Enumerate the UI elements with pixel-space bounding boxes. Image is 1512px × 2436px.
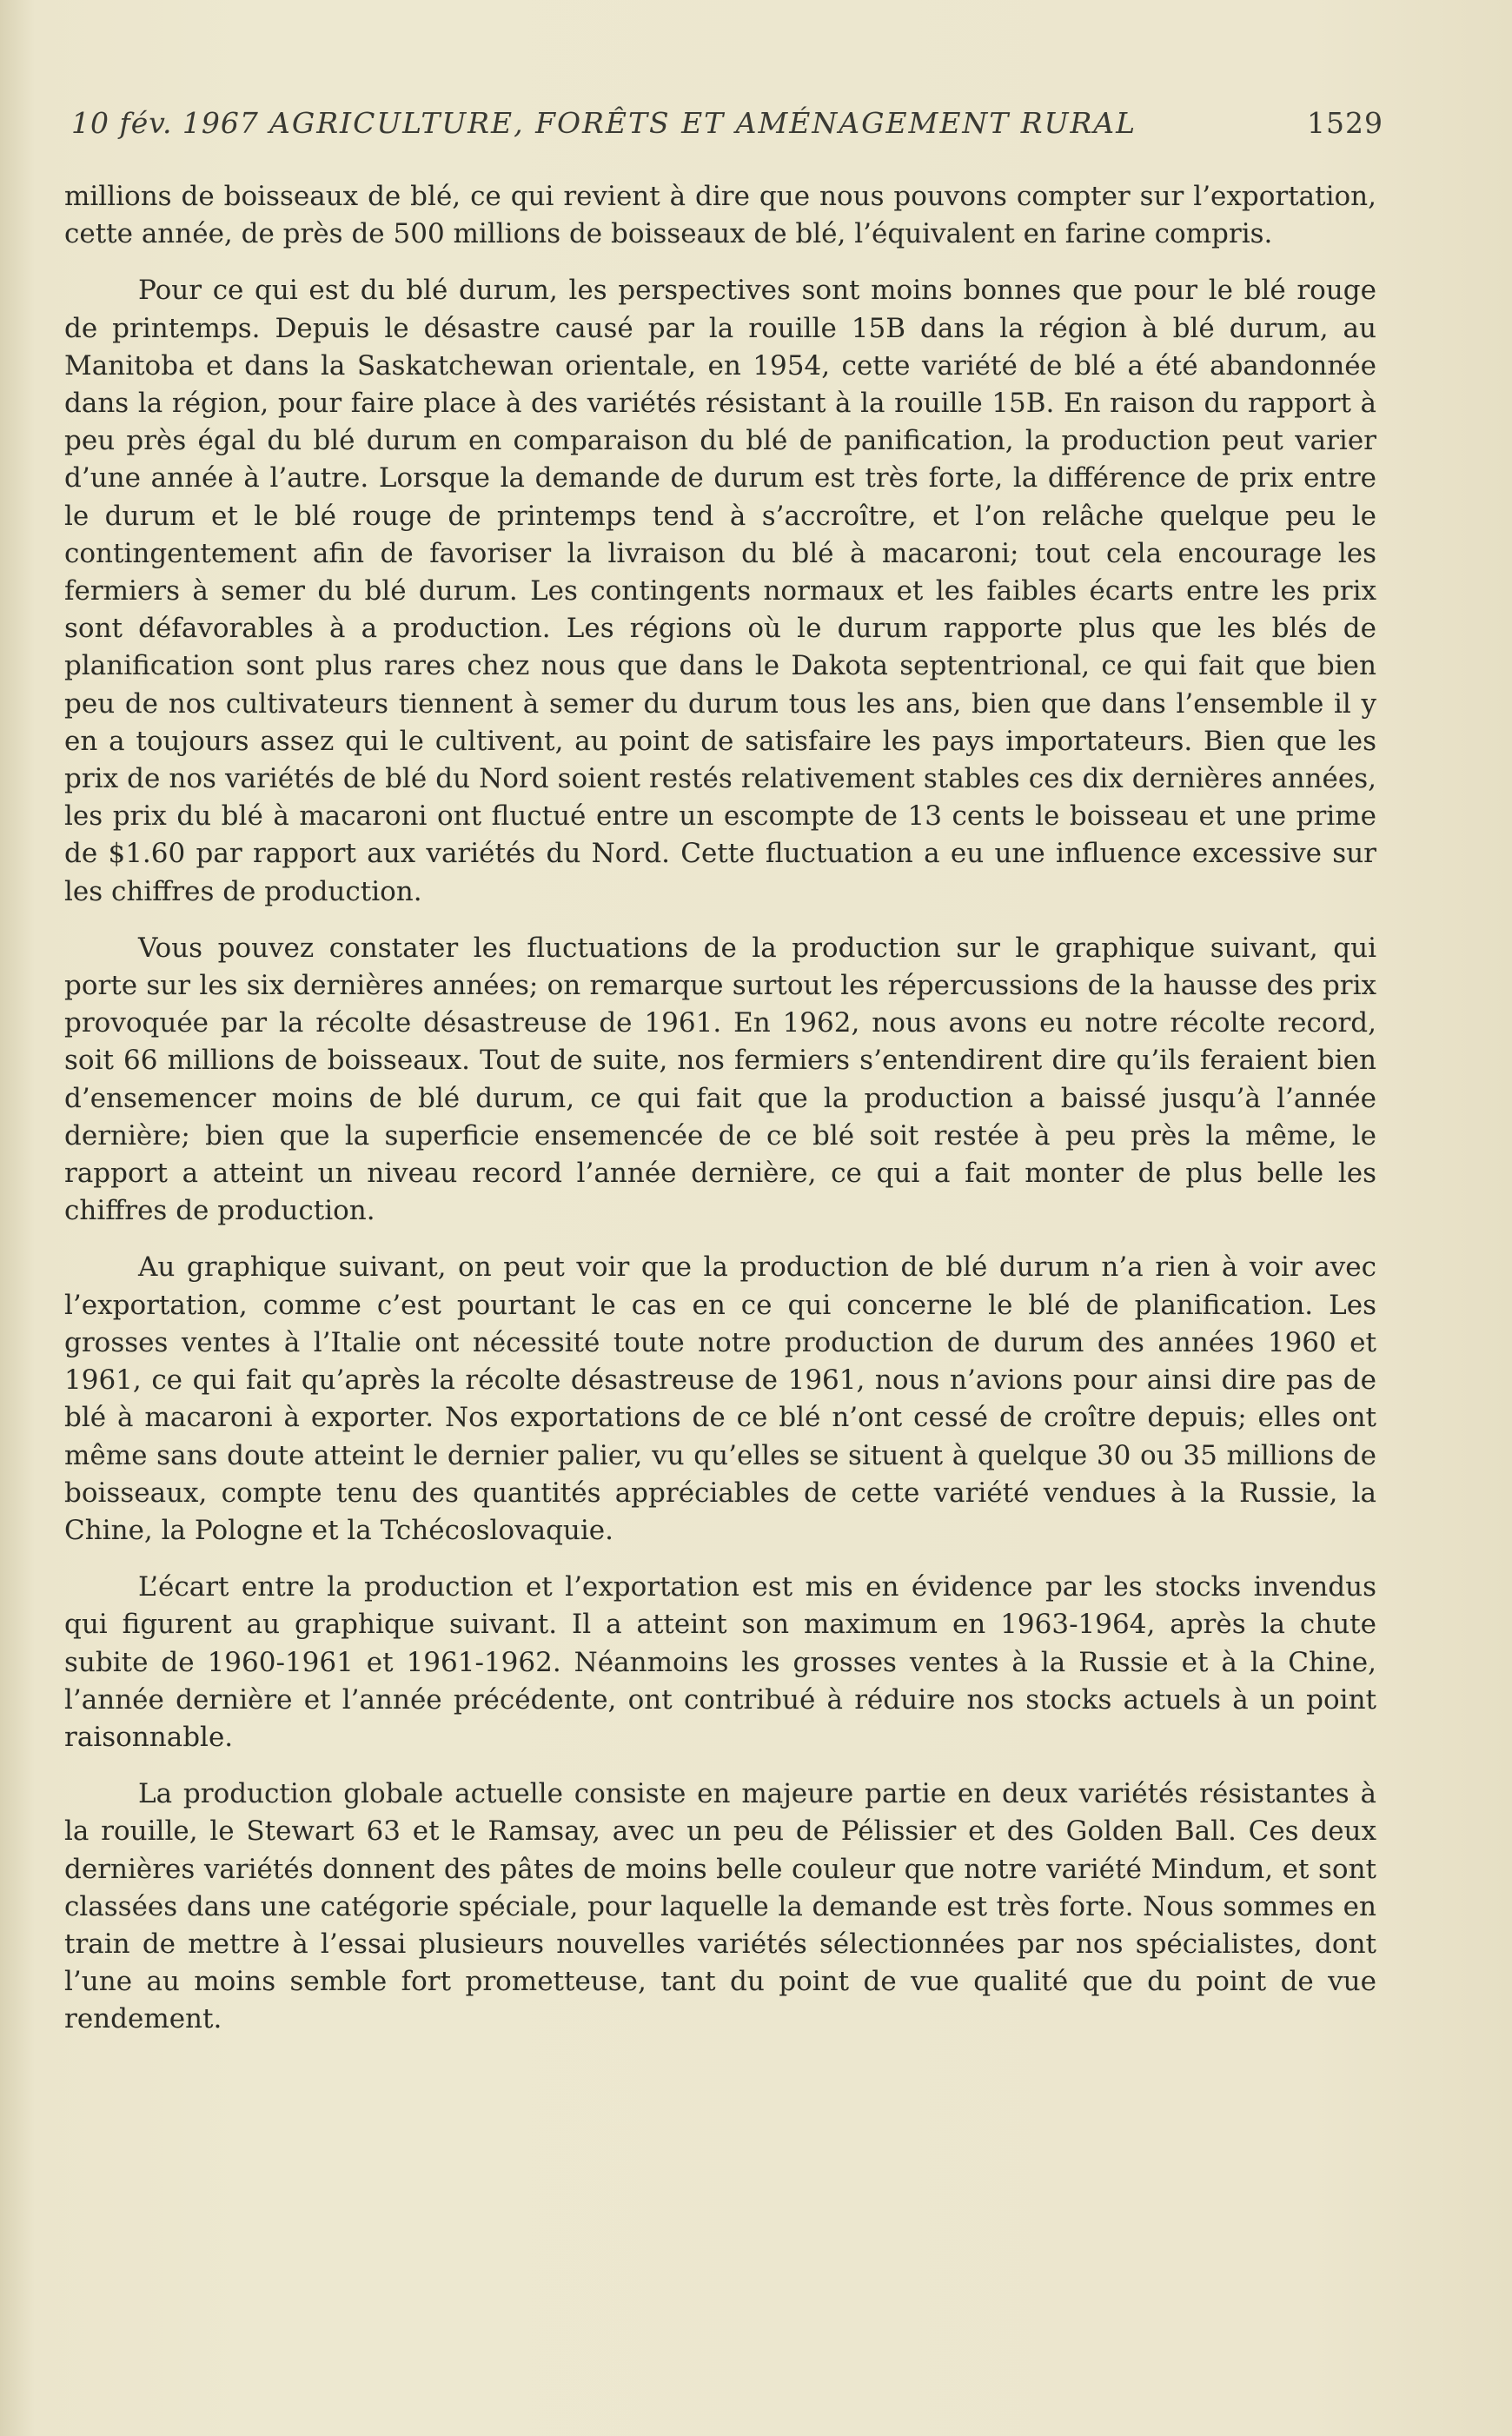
paragraph-3: Vous pouvez constater les fluctuations de la production sur le graphique suivant, qui porte sur les six dernières années; on remarque surtout les répercussions de la hausse des prix provoquée par la récolte désastreuse de 1961. En 1962, nous avons eu notre récolte record, soit 66 millions de boisseaux. Tout de suite, nos fermiers s’entendirent dire qu’ils feraient bien d’ensemencer moins de blé durum, ce qui fait que la production a baissé jusqu’à l’année dernière; bien que la superficie ensemencée de ce blé soit restée à peu près la même, le rapport a atteint un niveau record l’année dernière, ce qui a fait monter de plus belle les chiffres de production. <box>64 932 1376 1227</box>
paragraph-5: L’écart entre la production et l’exportation est mis en évidence par les stocks invendus qui figurent au graphique suivant. Il a atteint son maximum en 1963-1964, après la chute subite de 1960-1961 et 1961-1962. Néanmoins les grosses ventes à la Russie et à la Chine, l’année dernière et l’année précédente, ont contribué à réduire nos stocks actuels à un point raisonnable. <box>64 1571 1376 1753</box>
paragraph-1: millions de boisseaux de blé, ce qui revient à dire que nous pouvons compter sur l’exportation, cette année, de près de 500 millions de boisseaux de blé, l’équivalent en farine compris. <box>64 181 1376 250</box>
header-date: 10 fév. 1967 <box>71 106 259 140</box>
body-text <box>64 178 1376 2058</box>
paragraph-2: Pour ce qui est du blé durum, les perspectives sont moins bonnes que pour le blé rouge de printemps. Depuis le désastre causé par la rouille 15B dans la région à blé durum, au Manitoba et dans la Saskatchewan orientale, en 1954, cette variété de blé a été abandonnée dans la région, pour faire place à des variétés résistant à la rouille 15B. En raison du rapport à peu près égal du blé durum en comparaison du blé de panification, la production peut varier d’une année à l’autre. Lorsque la demande de durum est très forte, la différence de prix entre le durum et le blé rouge de printemps tend à s’accroître, et l’on relâche quelque peu le contingentement afin de favoriser la livraison du blé à macaroni; tout cela encourage les fermiers à semer du blé durum. Les contingents normaux et les faibles écarts entre les prix sont défavorables à a production. Les régions où le durum rapporte plus que les blés de planification sont plus rares chez nous que dans le Dakota septentrional, ce qui fait que bien peu de nos cultivateurs tiennent à semer du durum tous les ans, bien que dans l’ensemble il y en a toujours assez qui le cultivent, au point de satisfaire les pays importateurs. Bien que les prix de nos variétés de blé du Nord soient restés relativement stables ces dix dernières années, les prix du blé à macaroni ont fluctué entre un escompte de 13 cents le boisseau et une prime de $1.60 par rapport aux variétés du Nord. Cette fluctuation a eu une influence excessive sur les chiffres de production. <box>64 275 1376 907</box>
paragraph-4: Au graphique suivant, on peut voir que la production de blé durum n’a rien à voir avec l’exportation, comme c’est pourtant le cas en ce qui concerne le blé de planification. Les grosses ventes à l’Italie ont nécessité toute notre production de durum des années 1960 et 1961, ce qui fait qu’après la récolte désastreuse de 1961, nous n’avions pour ainsi dire pas de blé à macaroni à exporter. Nos exportations de ce blé n’ont cessé de croître depuis; elles ont même sans doute atteint le dernier palier, vu qu’elles se situent à quelque 30 ou 35 millions de boisseaux, compte tenu des quantités appréciables de cette variété vendues à la Russie, la Chine, la Pologne et la Tchécoslovaquie. <box>64 1251 1376 1546</box>
page-number: 1529 <box>1307 106 1383 140</box>
header-title: AGRICULTURE, FORÊTS ET AMÉNAGEMENT RURAL <box>269 106 1137 140</box>
running-header <box>71 106 1383 149</box>
paragraph-6: La production globale actuelle consiste en majeure partie en deux variétés résistantes à la rouille, le Stewart 63 et le Ramsay, avec un peu de Pélissier et des Golden Ball. Ces deux dernières variétés donnent des pâtes de moins belle couleur que notre variété Mindum, et sont classées dans une catégorie spéciale, pour laquelle la demande est très forte. Nous sommes en train de mettre à l’essai plusieurs nouvelles variétés sélectionnées par nos spécialistes, dont l’une au moins semble fort prometteuse, tant du point de vue qualité que du point de vue rendement. <box>64 1778 1376 2035</box>
